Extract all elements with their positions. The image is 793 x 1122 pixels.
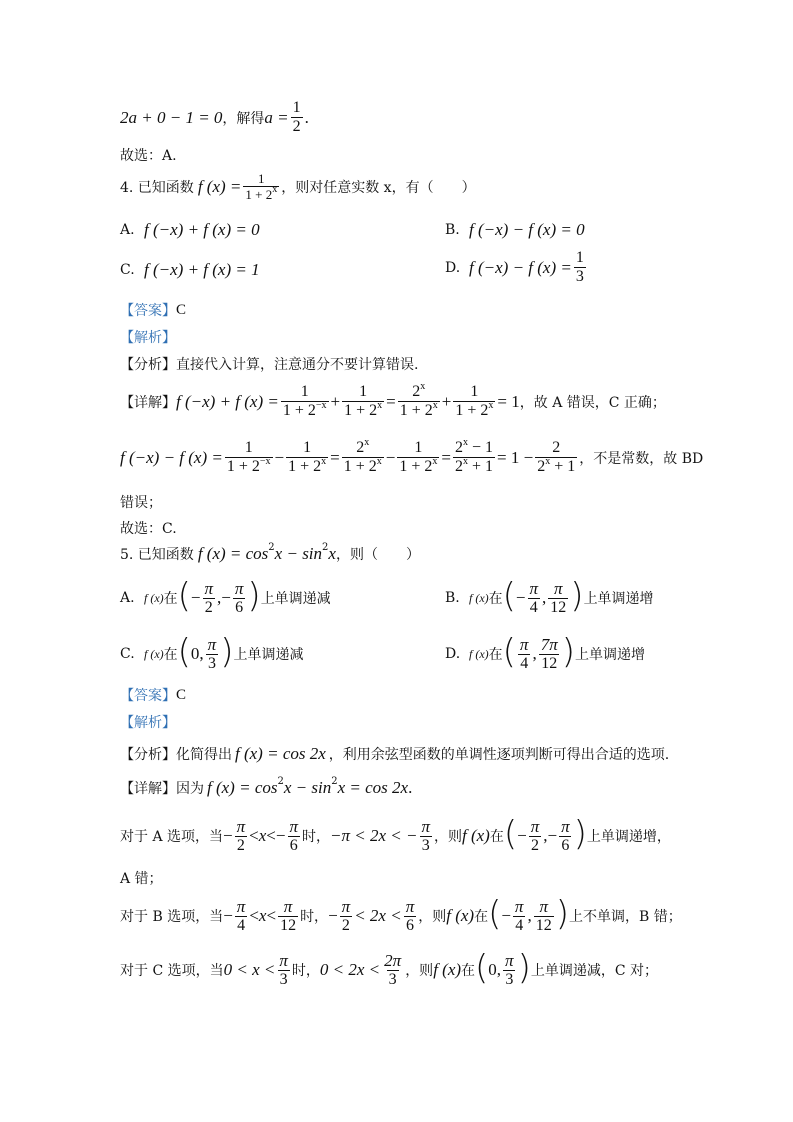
math-expression: = 1 — [497, 391, 520, 411]
q4-detail-line-2 — [120, 437, 704, 476]
interval-bracket: ( — [502, 576, 516, 617]
math-expression: C — [176, 686, 187, 703]
q5-analysis-c — [120, 948, 659, 989]
fraction-denominator: 12 — [550, 598, 567, 616]
fraction-numerator: π — [236, 817, 246, 836]
q4-option-a — [120, 220, 260, 240]
text-span: D. — [445, 646, 461, 663]
fraction — [534, 898, 554, 935]
fraction-denominator: 2 — [530, 836, 539, 854]
fraction-numerator: 1 — [575, 249, 584, 266]
fraction-denominator — [281, 401, 329, 420]
q4-stem-fraction — [243, 172, 279, 202]
superscript: x — [463, 437, 468, 448]
math-expression: − — [223, 826, 233, 846]
text-span: 2 — [537, 457, 546, 475]
superscript: x — [463, 455, 468, 467]
superscript: x — [432, 399, 438, 411]
text-span: 1 + 2 — [245, 186, 273, 202]
math-expression: f (x) = — [197, 177, 242, 197]
q5-stem — [120, 541, 420, 564]
text-span: 上单调递增， — [586, 829, 671, 846]
superscript: 2 — [277, 775, 284, 787]
math-expression: − — [275, 826, 286, 846]
fraction — [281, 384, 329, 420]
text-span: 【分析】 — [120, 357, 176, 373]
q5-analysis-tag — [120, 712, 176, 732]
text-span: 【分析】 — [120, 747, 176, 763]
fraction-numerator: π — [539, 897, 548, 916]
fraction — [539, 636, 560, 673]
text-span: C. — [120, 646, 135, 663]
fraction-denominator: 12 — [280, 916, 297, 934]
q5-answer — [120, 685, 186, 705]
q5-option-d — [445, 632, 645, 673]
fraction — [340, 898, 353, 935]
math-expression: − — [547, 826, 558, 846]
fraction-denominator — [342, 457, 384, 476]
superscript: −x — [315, 399, 327, 411]
math-expression: 0, — [488, 960, 502, 980]
fraction-denominator: 2 — [292, 117, 301, 135]
text-span: 1 + 2 — [282, 401, 316, 419]
text-span: 上不单调，B 错； — [568, 909, 682, 926]
fraction-denominator: 3 — [575, 267, 584, 285]
text-span: + 1 — [468, 457, 494, 475]
math-expression: f (−x) − f (x) = 0 — [469, 220, 585, 239]
math-expression: , — [543, 826, 548, 846]
fraction — [342, 437, 384, 476]
fraction-denominator: 3 — [388, 970, 397, 988]
text-span: 时， — [291, 963, 320, 980]
prev-half-fraction — [291, 100, 303, 136]
fraction — [278, 898, 298, 935]
math-expression: − — [190, 588, 201, 608]
q4-option-d-fraction — [574, 250, 586, 286]
text-span: 在 — [489, 829, 504, 846]
math-expression: − — [223, 906, 233, 926]
prev-choose: 故选：A. — [120, 148, 177, 164]
fraction-denominator: 3 — [505, 970, 514, 988]
math-expression: x − sin — [274, 544, 323, 563]
fraction-numerator — [354, 437, 371, 457]
text-span: 时， — [302, 829, 330, 846]
fraction-numerator: π — [505, 951, 514, 970]
math-expression: − — [385, 447, 396, 467]
math-expression: − — [517, 826, 527, 846]
text-span: 直接代入计算，注意通分不要计算错误. — [176, 357, 419, 373]
interval-bracket: ( — [475, 948, 489, 989]
math-expression: , — [542, 588, 547, 608]
fraction — [225, 440, 273, 476]
fraction-denominator: 2 — [341, 916, 350, 934]
interval-bracket: ) — [561, 632, 575, 673]
math-expression: , — [532, 644, 537, 664]
fraction-denominator: 6 — [289, 836, 298, 854]
math-expression: 0 < x < — [223, 960, 276, 980]
superscript: x — [420, 381, 426, 392]
text-span: 1 + 2 — [399, 457, 433, 475]
text-span: 对于 C 选项，当 — [120, 963, 224, 980]
text-span: B. — [445, 222, 460, 238]
math-expression: f (x) = cos 2x — [235, 744, 326, 763]
prev-a: a = — [264, 107, 289, 127]
math-expression: − — [501, 906, 511, 926]
fraction — [419, 818, 432, 855]
section-tag: 【解析】 — [120, 330, 176, 346]
text-span: 对于 B 选项，当 — [120, 909, 224, 926]
q5-detail — [120, 775, 413, 798]
math-expression: < — [266, 906, 277, 926]
text-span: 在 — [488, 591, 503, 608]
math-expression: − — [515, 588, 526, 608]
q4-choose: 故选：C. — [120, 521, 177, 537]
text-span: 2 — [455, 439, 463, 456]
math-expression: x − sin — [283, 778, 332, 797]
q4-option-c — [120, 260, 260, 280]
fraction-denominator — [342, 401, 384, 420]
fraction — [513, 898, 526, 935]
superscript: x — [376, 455, 382, 467]
math-expression: f (−x) + f (x) = 1 — [144, 260, 260, 279]
fraction — [529, 818, 542, 855]
fraction-denominator: 2 — [236, 836, 245, 854]
text-span: 化简得出 — [176, 747, 232, 763]
q5-option-b — [445, 576, 654, 617]
superscript: x — [432, 455, 438, 467]
math-expression: − — [328, 906, 338, 926]
text-span: ，不是常数，故 BD — [579, 450, 704, 467]
text-span: 因为 — [176, 781, 204, 797]
math-expression: < — [249, 826, 259, 846]
text-span: 2 — [455, 457, 463, 475]
fraction-numerator: π — [236, 897, 246, 916]
fraction-numerator: π — [289, 817, 298, 836]
fraction — [235, 898, 248, 935]
fraction-numerator: π — [234, 579, 244, 598]
text-span: 上单调递减 — [233, 647, 304, 664]
text-span: 上单调递减 — [260, 591, 331, 608]
text-span: 1 + 2 — [399, 401, 433, 419]
text-span: + 1 — [550, 457, 576, 475]
math-expression: f (x) — [469, 590, 489, 605]
prev-solve-text: ，解得 — [222, 110, 265, 127]
text-span: ，故 A 错误，C 正确； — [519, 394, 666, 411]
fraction-numerator: 1 — [300, 383, 309, 400]
q4-detail-line-1 — [120, 381, 666, 420]
fraction — [397, 440, 439, 476]
math-expression: − — [274, 447, 285, 467]
fraction — [287, 818, 300, 855]
interval-bracket: ) — [247, 576, 261, 617]
text-span: ，则 — [433, 829, 462, 846]
q5-option-a — [120, 576, 331, 617]
fraction-denominator: 6 — [561, 836, 570, 854]
fraction-denominator — [225, 457, 273, 476]
math-expression: − — [221, 588, 231, 608]
math-expression: = 1 − — [497, 447, 534, 467]
fraction-denominator: 2 — [204, 598, 213, 616]
text-span: ，利用余弦型函数的单调性逐项判断可得出合适的选项. — [328, 747, 670, 763]
fraction — [503, 952, 516, 989]
math-expression: C — [176, 301, 187, 318]
math-expression: , — [217, 588, 222, 608]
math-expression: f (x) — [446, 906, 475, 926]
interval-bracket: ) — [570, 576, 584, 617]
math-expression: = — [386, 391, 396, 411]
fraction-denominator: 12 — [541, 654, 558, 672]
fraction — [404, 898, 417, 935]
fraction-numerator: 1 — [303, 439, 312, 456]
text-span: 4. 已知函数 — [120, 180, 194, 197]
math-expression: f (−x) + f (x) = 0 — [144, 220, 260, 239]
math-expression: = — [330, 447, 340, 467]
fraction — [382, 952, 403, 989]
interval-bracket: ) — [555, 894, 569, 935]
superscript: x — [545, 455, 551, 467]
section-tag: 【答案】 — [120, 688, 176, 704]
fraction — [528, 580, 541, 617]
math-expression: + — [441, 391, 452, 411]
text-span: A. — [120, 590, 135, 607]
superscript: −x — [259, 455, 271, 467]
text-span: 1 + 2 — [344, 401, 378, 419]
text-span: 在 — [474, 909, 489, 926]
math-expression: f (−x) − f (x) = — [120, 447, 223, 467]
fraction-denominator: 4 — [520, 654, 529, 672]
math-expression: −π < 2x < − — [330, 826, 418, 846]
math-expression: f (x) — [469, 646, 489, 661]
interval-bracket: ( — [177, 576, 191, 617]
interval-bracket: ( — [503, 814, 518, 855]
fraction-numerator: π — [421, 817, 430, 836]
fraction — [548, 580, 568, 617]
text-span: 对于 A 选项，当 — [120, 829, 224, 846]
math-expression: . — [304, 107, 309, 127]
fraction-denominator: 12 — [535, 916, 552, 934]
q4-option-d — [445, 250, 588, 286]
text-span: − 1 — [468, 439, 494, 456]
superscript: 2 — [268, 541, 275, 553]
text-span: 1 + 2 — [226, 457, 260, 475]
superscript: 2 — [331, 775, 338, 787]
math-expression: 0, — [190, 644, 204, 664]
fraction-numerator: π — [341, 897, 351, 916]
fraction-numerator: 7π — [540, 635, 558, 654]
fraction-numerator: 2π — [384, 951, 402, 970]
text-span: 上单调递减，C 对； — [530, 963, 659, 980]
math-expression: x — [258, 826, 267, 846]
fraction — [518, 636, 531, 673]
text-span: 2 — [412, 383, 421, 400]
fraction — [233, 580, 246, 617]
fraction-numerator: 1 — [244, 439, 253, 456]
fraction-numerator — [453, 437, 495, 457]
superscript: x — [488, 399, 494, 411]
fraction-denominator — [398, 401, 440, 420]
text-span: A. — [120, 222, 135, 238]
text-span: ，则 — [405, 963, 434, 980]
fraction-numerator: π — [405, 897, 415, 916]
fraction-denominator: 4 — [237, 916, 246, 934]
math-expression: x — [258, 906, 267, 926]
fraction — [535, 440, 577, 476]
math-expression: < — [266, 826, 276, 846]
fraction — [235, 818, 248, 855]
prev-equation: 2a + 0 − 1 = 0 — [120, 107, 223, 127]
text-span: ，则对任意实数 x，有（ ） — [281, 180, 476, 197]
fraction-denominator — [535, 457, 577, 476]
q4-option-b — [445, 220, 585, 240]
q4-answer — [120, 300, 186, 320]
interval-bracket: ( — [502, 632, 516, 673]
q4-stem — [120, 172, 476, 202]
math-expression: . — [408, 778, 413, 797]
fraction-denominator — [286, 457, 328, 476]
superscript: x — [321, 455, 327, 467]
interval-bracket: ( — [488, 894, 502, 935]
fraction-numerator: 1 — [470, 383, 479, 400]
text-span: D. — [445, 259, 461, 276]
fraction-numerator — [410, 381, 427, 401]
fraction-numerator: 1 — [359, 383, 368, 400]
text-span: 在 — [163, 647, 178, 664]
fraction-denominator: 6 — [405, 916, 414, 934]
fraction-denominator — [243, 183, 279, 203]
fraction-denominator — [453, 457, 495, 476]
q5-fenxi — [120, 744, 669, 764]
fraction-numerator: π — [561, 817, 570, 836]
fraction-numerator: π — [207, 635, 217, 654]
text-span: 1 + 2 — [455, 401, 489, 419]
fraction-numerator: π — [554, 579, 563, 598]
math-expression: , — [527, 906, 532, 926]
fraction-denominator: 4 — [515, 916, 524, 934]
math-expression: < — [249, 906, 259, 926]
text-span: ，则（ ） — [335, 547, 420, 563]
text-span: C. — [120, 262, 135, 278]
answer-tag: 【答案】 — [120, 303, 176, 319]
text-span: 1 + 2 — [343, 457, 377, 475]
fraction-numerator: π — [204, 579, 214, 598]
superscript: x — [272, 183, 278, 195]
fraction — [203, 580, 216, 617]
text-span: 在 — [488, 647, 503, 664]
text-span: ，则 — [418, 909, 447, 926]
q5-analysis-a — [120, 814, 671, 855]
q5-analysis-b — [120, 894, 682, 935]
text-span: 1 + 2 — [288, 457, 322, 475]
fraction-numerator: 2 — [552, 439, 561, 456]
fraction — [453, 384, 495, 420]
q4-analysis-tag — [120, 327, 176, 347]
superscript: x — [377, 399, 383, 411]
prev-solution-line — [120, 100, 309, 136]
fraction-numerator: π — [519, 635, 529, 654]
math-expression: f (x) — [461, 826, 490, 846]
fraction-denominator: 6 — [235, 598, 244, 616]
fraction — [453, 437, 495, 476]
fraction-numerator: π — [279, 951, 288, 970]
math-expression: f (−x) − f (x) = — [469, 257, 572, 277]
fraction — [342, 384, 384, 420]
text-span: B. — [445, 590, 460, 607]
q4-fenxi — [120, 354, 418, 374]
math-expression: f (x) — [144, 646, 164, 661]
math-expression: = — [441, 447, 451, 467]
fraction-denominator: 4 — [529, 598, 538, 616]
text-span: 时， — [300, 909, 329, 926]
text-span: 上单调递增 — [575, 647, 645, 664]
fraction-numerator: 1 — [292, 99, 301, 116]
math-expression: x — [328, 544, 336, 563]
math-expression: f (x) = cos — [207, 778, 278, 797]
interval-bracket: ( — [177, 632, 191, 673]
text-span: 【详解】 — [120, 394, 176, 411]
math-expression: x = cos 2x — [337, 778, 409, 797]
math-expression: f (−x) + f (x) = — [176, 391, 279, 411]
text-span: 【详解】 — [120, 781, 176, 797]
math-expression: f (x) — [433, 960, 462, 980]
text-span: 2 — [356, 439, 365, 456]
text-span: 上单调递增 — [583, 591, 654, 608]
fraction-denominator: 3 — [421, 836, 430, 854]
fraction — [559, 818, 572, 855]
interval-bracket: ) — [220, 632, 234, 673]
math-expression: 0 < 2x < — [319, 960, 381, 980]
fraction-denominator: 3 — [279, 970, 288, 988]
section-tag: 【解析】 — [120, 715, 176, 731]
fraction-denominator — [397, 457, 439, 476]
q5-analysis-a-wrap: A 错； — [120, 871, 163, 887]
math-expression: + — [330, 391, 341, 411]
text-span: 在 — [461, 963, 476, 980]
fraction-numerator: π — [530, 817, 540, 836]
fraction — [206, 636, 219, 673]
fraction-numerator: π — [529, 579, 539, 598]
text-span: 5. 已知函数 — [120, 547, 194, 563]
fraction-numerator: π — [283, 897, 293, 916]
fraction-denominator — [453, 401, 495, 420]
math-expression: f (x) — [144, 590, 164, 605]
math-expression: < 2x < — [354, 906, 402, 926]
fraction — [286, 440, 328, 476]
fraction-numerator: 1 — [258, 171, 265, 186]
fraction-numerator: π — [514, 897, 524, 916]
text-span: 在 — [163, 591, 178, 608]
fraction — [398, 381, 440, 420]
q4-detail-wrap: 错误； — [120, 495, 162, 511]
superscript: 2 — [322, 541, 329, 553]
fraction-numerator: 1 — [414, 439, 423, 456]
interval-bracket: ) — [517, 948, 531, 989]
math-expression: f (x) = cos — [197, 544, 269, 563]
superscript: x — [364, 437, 370, 448]
fraction-denominator: 3 — [207, 654, 216, 672]
q5-option-c — [120, 632, 304, 673]
interval-bracket: ) — [573, 814, 587, 855]
fraction — [277, 952, 290, 989]
